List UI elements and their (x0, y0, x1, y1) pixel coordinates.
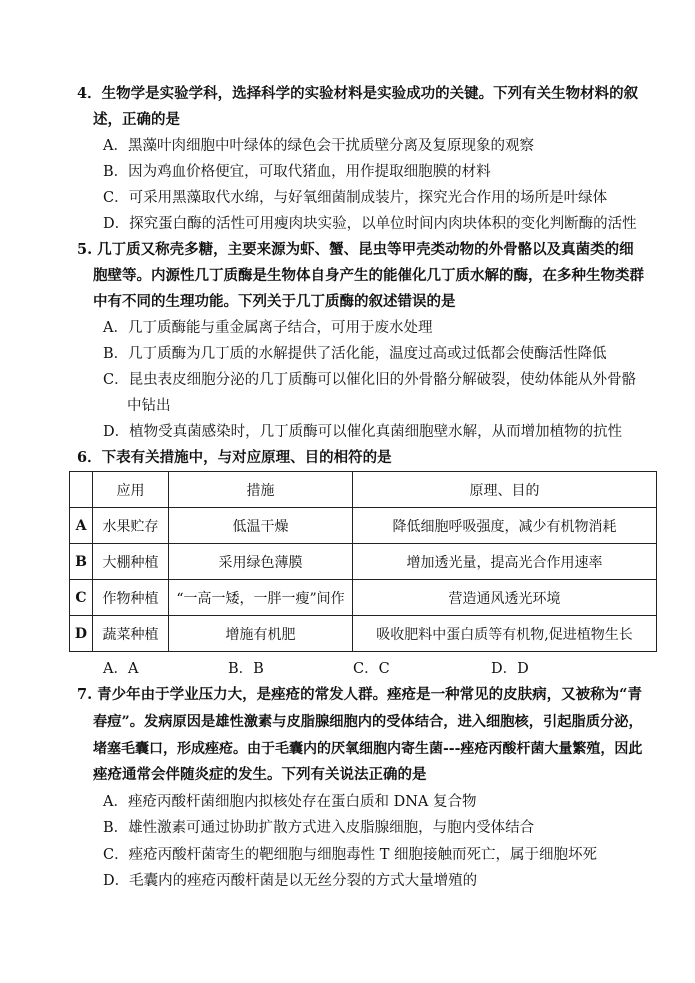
q4-stem-line-2: 述，正确的是 (93, 111, 180, 128)
q5-option-c-line-1: C．昆虫表皮细胞分泌的几丁质酶可以催化旧的外骨骼分解破裂，使幼体能从外骨骼 (103, 372, 637, 388)
table-row (70, 508, 657, 544)
table-cell: 降低细胞呼吸强度，减少有机物消耗 (353, 508, 657, 544)
q4-stem-line-1: 4．生物学是实验学科，选择科学的实验材料是实验成功的关键。下列有关生物材料的叙 (77, 85, 639, 102)
table-cell: 蔬菜种植 (93, 616, 169, 652)
table-cell: 大棚种植 (93, 544, 169, 580)
table-cell-label: B (70, 544, 93, 580)
q7-stem-line-3: 堵塞毛囊口，形成痤疮。由于毛囊内的厌氧细胞内寄生菌---痤疮丙酸杆菌大量繁殖，因此 (93, 741, 643, 757)
q7-stem-line-1: 7. 青少年由于学业压力大，是痤疮的常发人群。痤疮是一种常见的皮肤病，又被称为“青 (77, 686, 643, 703)
q5-stem-line-2: 胞壁等。内源性几丁质酶是生物体自身产生的能催化几丁质水解的酶，在多种生物类群 (93, 267, 644, 284)
table-cell: “一高一矮，一胖一瘦”间作 (169, 580, 353, 616)
table-cell: 增加透光量，提高光合作用速率 (353, 544, 657, 580)
table-row (70, 580, 657, 616)
table-header-cell (70, 472, 93, 508)
table-cell: 采用绿色薄膜 (169, 544, 353, 580)
measures-table (69, 471, 657, 652)
q4-option-b: B．因为鸡血价格便宜，可取代猪血，用作提取细胞膜的材料 (103, 164, 491, 180)
table-header-cell: 原理、目的 (353, 472, 657, 508)
q6-option-a: A．A (103, 661, 139, 677)
table-header-row (70, 472, 657, 508)
q7-option-c: C．痤疮丙酸杆菌寄生的靶细胞与细胞毒性 T 细胞接触而死亡，属于细胞坏死 (103, 847, 597, 863)
q5-stem-line-1: 5. 几丁质又称壳多糖，主要来源为虾、蟹、昆虫等甲壳类动物的外骨骼以及真菌类的细 (77, 241, 634, 258)
table-cell: 吸收肥料中蛋白质等有机物,促进植物生长 (353, 616, 657, 652)
table-cell-label: C (70, 580, 93, 616)
q6-stem: 6．下表有关措施中，与对应原理、目的相符的是 (77, 449, 392, 466)
q7-option-d: D．毛囊内的痤疮丙酸杆菌是以无丝分裂的方式大量增殖的 (103, 873, 478, 889)
q6-option-b: B．B (228, 661, 264, 677)
q5-option-d: D．植物受真菌感染时，几丁质酶可以催化真菌细胞壁水解，从而增加植物的抗性 (103, 424, 623, 440)
q6-option-c: C．C (353, 661, 390, 677)
table-cell: 增施有机肥 (169, 616, 353, 652)
q5-option-c-line-2: 中钻出 (127, 398, 171, 414)
q5-option-b: B．几丁质酶为几丁质的水解提供了活化能，温度过高或过低都会使酶活性降低 (103, 346, 607, 362)
table-header-cell: 应用 (93, 472, 169, 508)
q7-stem-line-4: 痤疮通常会伴随炎症的发生。下列有关说法正确的是 (93, 766, 427, 783)
q7-option-a: A．痤疮丙酸杆菌细胞内拟核处存在蛋白质和 DNA 复合物 (103, 794, 477, 810)
table-cell: 营造通风透光环境 (353, 580, 657, 616)
table-row (70, 544, 657, 580)
table-cell: 作物种植 (93, 580, 169, 616)
table-cell-label: A (70, 508, 93, 544)
table-cell: 低温干燥 (169, 508, 353, 544)
table-row (70, 616, 657, 652)
table-cell: 水果贮存 (93, 508, 169, 544)
q4-option-a: A．黑藻叶肉细胞中叶绿体的绿色会干扰质壁分离及复原现象的观察 (103, 138, 534, 154)
q6-option-d: D．D (491, 661, 529, 677)
q7-stem-line-2: 春痘”。发病原因是雄性激素与皮脂腺细胞内的受体结合，进入细胞核，引起脂质分泌， (93, 714, 643, 730)
table-header-cell: 措施 (169, 472, 353, 508)
q7-option-b: B．雄性激素可通过协助扩散方式进入皮脂腺细胞，与胞内受体结合 (103, 820, 535, 836)
table-cell-label: D (70, 616, 93, 652)
q4-option-c: C．可采用黑藻取代水绵，与好氧细菌制成装片，探究光合作用的场所是叶绿体 (103, 190, 608, 206)
q4-option-d: D．探究蛋白酶的活性可用瘦肉块实验，以单位时间内肉块体积的变化判断酶的活性 (103, 216, 637, 232)
q5-option-a: A．几丁质酶能与重金属离子结合，可用于废水处理 (103, 320, 433, 336)
q5-stem-line-3: 中有不同的生理功能。下列关于几丁质酶的叙述错误的是 (93, 293, 456, 310)
